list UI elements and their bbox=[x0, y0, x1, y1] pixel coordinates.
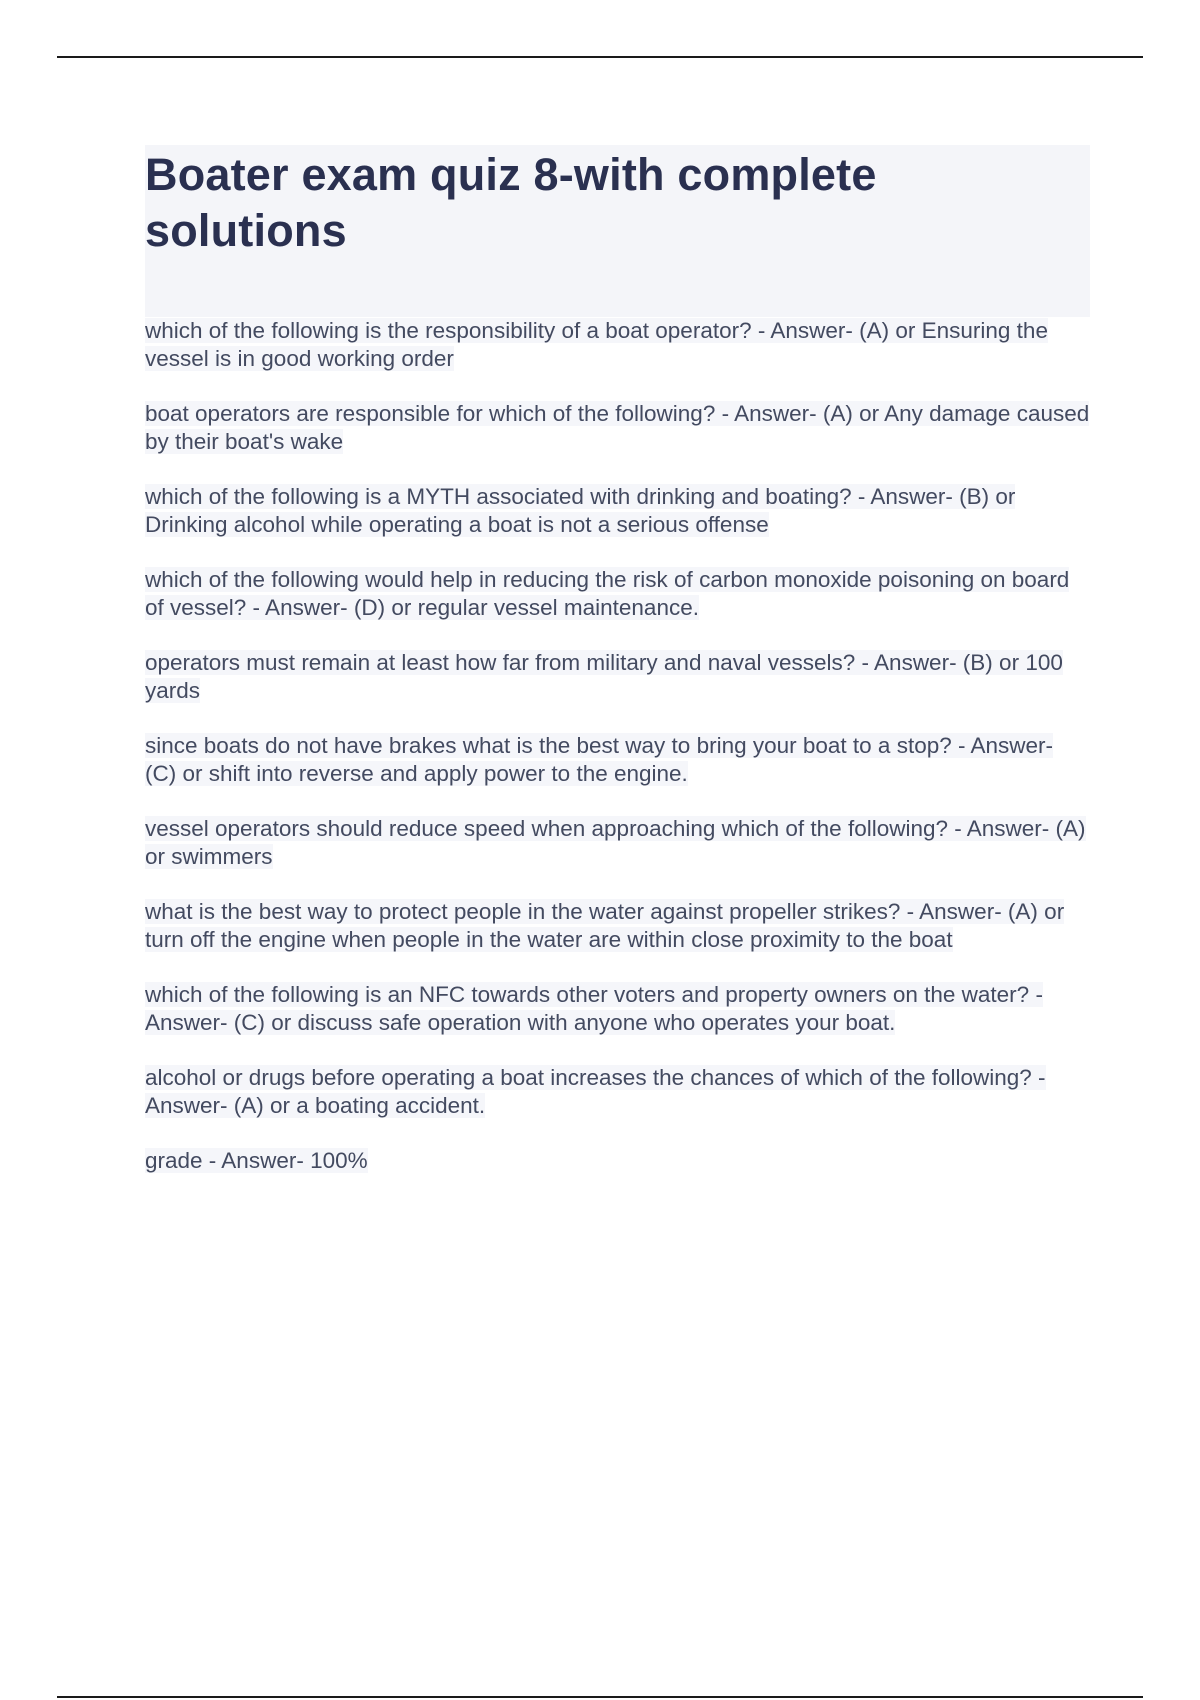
page-title: Boater exam quiz 8-with complete solutions bbox=[145, 149, 877, 256]
list-item bbox=[145, 981, 1090, 1037]
qa-text: operators must remain at least how far from military and naval vessels? - Answer- (B) or 100 yards bbox=[145, 650, 1063, 703]
bottom-divider bbox=[57, 1696, 1143, 1698]
title-block bbox=[145, 145, 1090, 317]
qa-text: what is the best way to protect people in the water against propeller strikes? - Answer- (A) or turn off the engine when people in the water are within close proximity to the boat bbox=[145, 899, 1065, 952]
qa-text: boat operators are responsible for which of the following? - Answer- (A) or Any damage caused by their boat's wake bbox=[145, 401, 1090, 454]
document-body bbox=[145, 145, 1090, 1202]
list-item bbox=[145, 317, 1090, 373]
qa-text: which of the following is a MYTH associated with drinking and boating? - Answer- (B) or Drinking alcohol while operating a boat is not a serious offense bbox=[145, 484, 1016, 537]
qa-text: alcohol or drugs before operating a boat increases the chances of which of the following? - Answer- (A) or a boating accident. bbox=[145, 1065, 1046, 1118]
list-item bbox=[145, 898, 1090, 954]
qa-text: since boats do not have brakes what is the best way to bring your boat to a stop? - Answer- (C) or shift into reverse and apply power to the engine. bbox=[145, 733, 1054, 786]
top-divider bbox=[57, 56, 1143, 58]
list-item bbox=[145, 732, 1090, 788]
list-item-grade bbox=[145, 1147, 1090, 1175]
qa-text: which of the following would help in reducing the risk of carbon monoxide poisoning on board of vessel? - Answer- (D) or regular vessel maintenance. bbox=[145, 567, 1070, 620]
list-item bbox=[145, 649, 1090, 705]
qa-text: vessel operators should reduce speed when approaching which of the following? - Answer- (A) or swimmers bbox=[145, 816, 1086, 869]
list-item bbox=[145, 400, 1090, 456]
qa-text: which of the following is the responsibility of a boat operator? - Answer- (A) or Ensuring the vessel is in good working order bbox=[145, 318, 1048, 371]
qa-text: which of the following is an NFC towards other voters and property owners on the water? - Answer- (C) or discuss safe operation with anyone who operates your boat. bbox=[145, 982, 1043, 1035]
qa-list bbox=[145, 317, 1090, 1175]
grade-text: grade - Answer- 100% bbox=[145, 1148, 368, 1173]
list-item bbox=[145, 815, 1090, 871]
list-item bbox=[145, 1064, 1090, 1120]
list-item bbox=[145, 483, 1090, 539]
list-item bbox=[145, 566, 1090, 622]
